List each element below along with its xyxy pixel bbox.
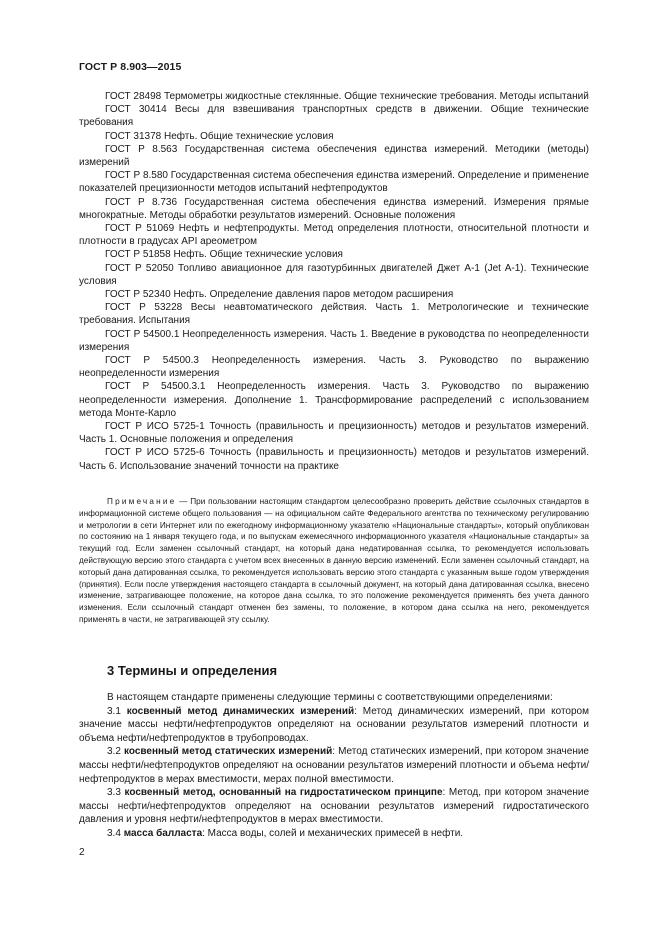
term-text: : Масса воды, солей и механических примесей в нефти. — [202, 827, 464, 839]
reference-item: ГОСТ 30414 Весы для взвешивания транспортных средств в движении. Общие технические требования — [79, 104, 589, 129]
document-header: ГОСТ Р 8.903—2015 — [79, 61, 182, 73]
term-number: 3.1 — [107, 705, 127, 717]
term-definition — [79, 827, 589, 841]
section-intro: В настоящем стандарте применены следующие термины с соответствующими определениями: — [107, 692, 553, 703]
reference-item: ГОСТ Р 54500.3.1 Неопределенность измерения. Часть 3. Руководство по выражению неопределенности измерения. Дополнение 1. Трансформирование распределений с использованием метода Монте-Карло — [79, 381, 589, 419]
term-number: 3.4 — [107, 827, 124, 839]
term-name: косвенный метод статических измерений — [123, 746, 333, 758]
reference-item: ГОСТ Р 52340 Нефть. Определение давления паров методом расширения — [105, 289, 454, 301]
term-name: масса балласта — [123, 827, 203, 839]
term-name: косвенный метод динамических измерений — [126, 705, 355, 717]
term-text: : Метод статических измерений, при котором значение массы нефти/нефтепродуктов определяют на основании результатов измерений плотности и объема нефти/нефтепродуктов в мерах вместимости, мерах полной вместимости. — [79, 746, 589, 785]
term-definition — [79, 745, 589, 786]
term-number: 3.2 — [107, 746, 124, 758]
reference-item: ГОСТ Р 53228 Весы неавтоматического действия. Часть 1. Метрологические и технические требования. Испытания — [79, 302, 589, 327]
reference-item: ГОСТ 31378 Нефть. Общие технические условия — [105, 130, 334, 142]
note-block — [79, 496, 589, 626]
note-text: — При пользовании настоящим стандартом целесообразно проверить действие ссылочных стандартов в информационной системе общего пользования — на официальном сайте Федерального агентства по техническому регулированию и метрологии в сети Интернет или по ежегодному информационному указателю «Национальные стандарты», который опубликован по состоянию на 1 января текущего года, и по выпускам ежемесячного информационного указателя «Национальные стандарты» за текущий год. Если заменен ссылочный стандарт, на который дана недатированная ссылка, то рекомендуется использовать действующую версию этого стандарта с учетом всех внесенных в данную версию изменений. Если заменен ссылочный стандарт, на который дана датированная ссылка, то рекомендуется использовать версию этого стандарта с указанным выше годом утверждения (принятия). Если после утверждения настоящего стандарта в ссылочный документ, на который дана датированная ссылка, внесено изменение, затрагивающее положение, на которое дана ссылка, то это положение рекомендуется применять без учета данного изменения. Если ссылочный стандарт отменен без замены, то положение, в котором дана ссылка на него, рекомендуется применять в части, не затрагивающей эту ссылку. — [79, 497, 589, 624]
note-paragraph — [79, 496, 589, 626]
term-definition — [79, 705, 589, 746]
term-definition — [79, 786, 589, 827]
normative-references-list — [79, 90, 589, 473]
section-body — [79, 691, 589, 841]
reference-item: ГОСТ Р 8.736 Государственная система обеспечения единства измерений. Измерения прямые многократные. Методы обработки результатов измерений. Основные положения — [79, 196, 589, 221]
note-label: Примечание — [107, 497, 177, 506]
section-heading: 3 Термины и определения — [107, 663, 278, 678]
reference-item: ГОСТ Р 54500.3 Неопределенность измерения. Часть 3. Руководство по выражению неопределенности измерения — [79, 355, 589, 380]
reference-item: ГОСТ Р 51858 Нефть. Общие технические условия — [105, 249, 343, 261]
reference-item: ГОСТ Р 51069 Нефть и нефтепродукты. Метод определения плотности, относительной плотности и плотности в градусах API ареометром — [79, 223, 589, 248]
term-text: : Метод, при котором значение массы нефти/нефтепродуктов определяют на основании результатов измерений гидростатического давления и уровня нефти/нефтепродуктов в мерах вместимости. — [79, 787, 590, 826]
reference-item: ГОСТ Р 8.580 Государственная система обеспечения единства измерений. Определение и применение показателей прецизионности методов испытаний нефтепродуктов — [79, 170, 589, 195]
reference-item: ГОСТ Р 8.563 Государственная система обеспечения единства измерений. Методики (методы) измерений — [79, 143, 589, 169]
reference-item: ГОСТ Р 52050 Топливо авиационное для газотурбинных двигателей Джет А-1 (Jet A-1). Технические условия — [79, 262, 589, 287]
page-number: 2 — [79, 847, 85, 858]
term-text: : Метод динамических измерений, при котором значение массы нефти/нефтепродуктов определяют на основании результатов измерений плотности и объема нефти/нефтепродуктов в трубопроводах. — [79, 705, 589, 744]
reference-item: ГОСТ Р ИСО 5725-6 Точность (правильность и прецизионность) методов и результатов измерений. Часть 6. Использование значений точности на практике — [79, 447, 589, 472]
reference-item: ГОСТ Р ИСО 5725-1 Точность (правильность и прецизионность) методов и результатов измерений. Часть 1. Основные положения и определения — [79, 421, 589, 446]
reference-item: ГОСТ Р 54500.1 Неопределенность измерения. Часть 1. Введение в руководства по неопределенности измерения — [79, 328, 589, 353]
term-number: 3.3 — [107, 787, 125, 799]
reference-item: ГОСТ 28498 Термометры жидкостные стеклянные. Общие технические требования. Методы испытаний — [105, 91, 589, 102]
term-name: косвенный метод, основанный на гидростатическом принципе — [124, 787, 443, 799]
